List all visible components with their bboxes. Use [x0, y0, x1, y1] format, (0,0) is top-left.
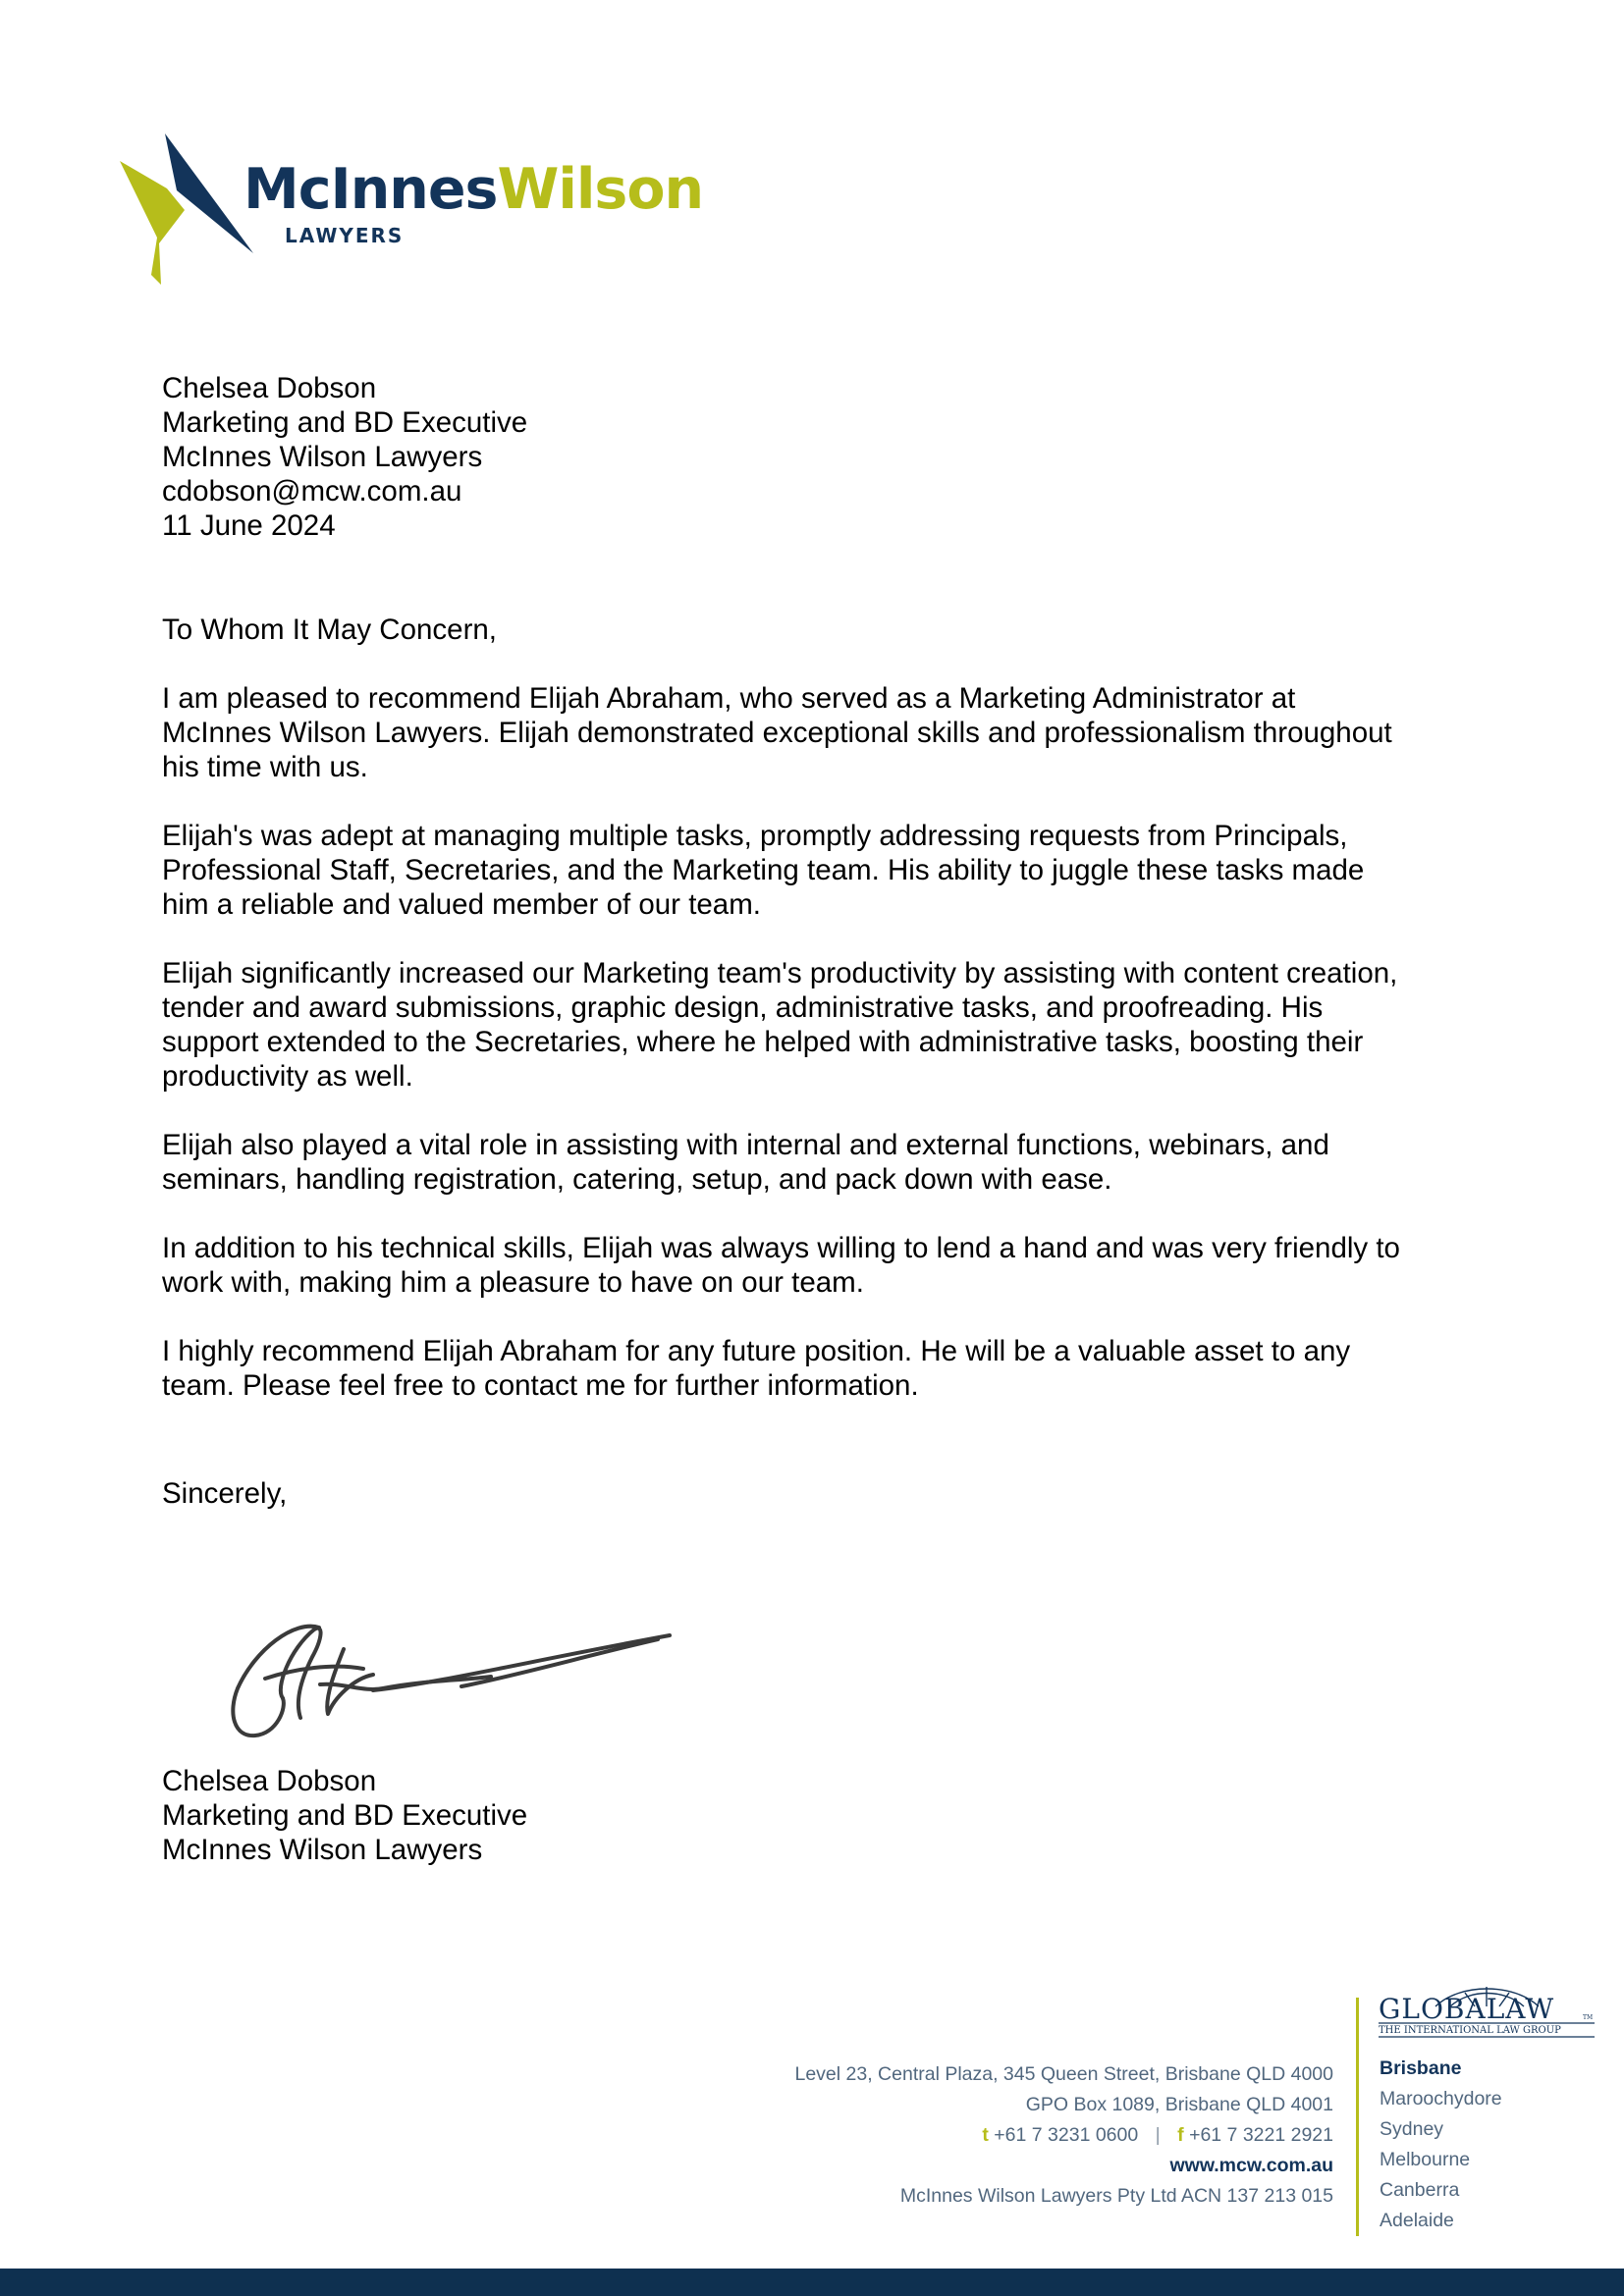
contact-separator: |: [1155, 2124, 1161, 2146]
paragraph-line: I highly recommend Elijah Abraham for any future position. He will be a valuable asset to any: [162, 1335, 1351, 1367]
handwritten-signature: [226, 1610, 677, 1747]
paragraph-line: In addition to his technical skills, Elijah was always willing to lend a hand and was very friendly to: [162, 1232, 1400, 1264]
salutation-text: To Whom It May Concern,: [162, 614, 497, 646]
paragraph-line: Professional Staff, Secretaries, and the Marketing team. His ability to juggle these tasks made: [162, 854, 1365, 886]
paragraph: [162, 1231, 1478, 1300]
closing-text: Sincerely,: [162, 1477, 288, 1510]
paragraph-line: him a reliable and valued member of our team.: [162, 888, 761, 921]
company-registration: McInnes Wilson Lawyers Pty Ltd ACN 137 213 015: [899, 2185, 1333, 2207]
phone-number[interactable]: +61 7 3231 0600: [994, 2124, 1139, 2146]
paragraph-line: I am pleased to recommend Elijah Abraham, who served as a Marketing Administrator at: [162, 682, 1296, 715]
fax-label: f: [1177, 2124, 1184, 2146]
paragraph: [162, 819, 1478, 922]
paragraph-line: support extended to the Secretaries, where he helped with administrative tasks, boosting their: [162, 1026, 1364, 1058]
footer-address-line: Level 23, Central Plaza, 345 Queen Street, Brisbane QLD 4000: [794, 2063, 1333, 2085]
globalaw-tagline: THE INTERNATIONAL LAW GROUP: [1379, 2025, 1561, 2036]
signoff-title: Marketing and BD Executive: [162, 1799, 528, 1832]
globalaw-name: GLOBALAW: [1379, 1993, 1555, 2025]
footer-address: [794, 2059, 1333, 2212]
footer-po-box: GPO Box 1089, Brisbane QLD 4001: [1025, 2094, 1333, 2115]
paragraph-line: Elijah also played a vital role in assisting with internal and external functions, webinars, and: [162, 1129, 1329, 1161]
paragraph-line: tender and award submissions, graphic design, administrative tasks, and proofreading. His: [162, 991, 1324, 1024]
sender-title: Marketing and BD Executive: [162, 406, 528, 439]
website-link[interactable]: www.mcw.com.au: [1169, 2155, 1333, 2176]
footer-divider: [1356, 1998, 1359, 2236]
paragraph-line: his time with us.: [162, 751, 368, 783]
office-canberra: Canberra: [1380, 2179, 1460, 2201]
footer-contact-line: [794, 2120, 1333, 2151]
paragraph: [162, 1128, 1478, 1197]
sender-block: [162, 371, 1478, 543]
phone-label: t: [982, 2124, 989, 2146]
globalaw-trademark: TM: [1583, 2014, 1594, 2021]
paragraph-line: Elijah's was adept at managing multiple tasks, promptly addressing requests from Principals,: [162, 820, 1348, 852]
footer-bar: [0, 2269, 1624, 2296]
letter-date: 11 June 2024: [162, 509, 336, 542]
fax-number: +61 7 3221 2921: [1189, 2124, 1333, 2146]
office-maroochydore: Maroochydore: [1380, 2088, 1502, 2109]
logo-sail-icon: [116, 128, 253, 290]
logo-wordmark: [244, 157, 703, 222]
office-melbourne: Melbourne: [1380, 2149, 1471, 2170]
sender-email: cdobson@mcw.com.au: [162, 475, 462, 507]
company-logo: [116, 128, 704, 294]
sender-name: Chelsea Dobson: [162, 372, 377, 404]
closing: [162, 1476, 1478, 1511]
office-list: [1380, 2054, 1502, 2236]
logo-tagline: LAWYERS: [285, 224, 405, 247]
paragraph-line: productivity as well.: [162, 1060, 413, 1093]
paragraph-line: McInnes Wilson Lawyers. Elijah demonstrated exceptional skills and professionalism throughout: [162, 717, 1392, 749]
sender-company: McInnes Wilson Lawyers: [162, 441, 483, 473]
logo-name-wilson: Wilson: [497, 157, 704, 222]
office-adelaide: Adelaide: [1380, 2210, 1454, 2231]
office-brisbane: Brisbane: [1380, 2057, 1462, 2079]
signoff-name: Chelsea Dobson: [162, 1765, 377, 1797]
paragraph: [162, 956, 1478, 1094]
office-sydney: Sydney: [1380, 2118, 1444, 2140]
paragraph: [162, 1334, 1478, 1403]
paragraph: [162, 681, 1478, 784]
paragraph-line: work with, making him a pleasure to have on our team.: [162, 1266, 864, 1299]
logo-name-mcinnes: McInnes: [244, 157, 498, 222]
letter-body: [162, 681, 1478, 1437]
signoff-block: [162, 1764, 1478, 1867]
globalaw-logo: [1377, 1983, 1597, 2042]
paragraph-line: Elijah significantly increased our Marketing team's productivity by assisting with content creation,: [162, 957, 1398, 989]
salutation: [162, 613, 1478, 647]
paragraph-line: team. Please feel free to contact me for further information.: [162, 1369, 919, 1402]
paragraph-line: seminars, handling registration, catering, setup, and pack down with ease.: [162, 1163, 1112, 1196]
signoff-company: McInnes Wilson Lawyers: [162, 1834, 483, 1866]
